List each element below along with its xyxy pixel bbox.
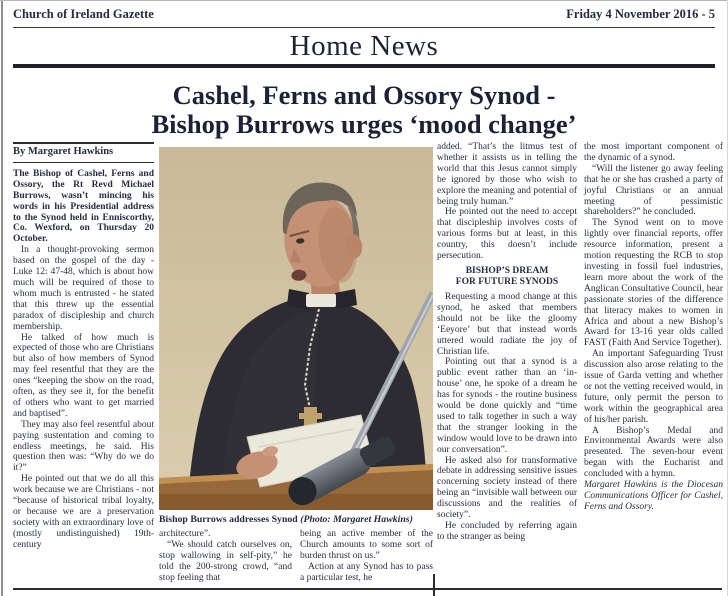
paragraph: They may also feel resentful about paying sustentation and coming to endless meetings, he said. His question then was: “Why do we do it?” bbox=[13, 419, 154, 474]
paragraph: An important Safeguarding Trust discussion also arose relating to the issue of Garda vetting and whether or not the vetting received would, in future, only permit the person to work within the geographical area of his/her parish. bbox=[584, 349, 723, 425]
article-headline bbox=[0, 81, 728, 139]
page-header bbox=[13, 7, 715, 22]
headline-line-1: Cashel, Ferns and Ossory Synod - bbox=[172, 80, 556, 110]
paragraph: He talked of how much is expected of those who are Christians but also of how members of Synod may feel resentful that they are the ones “keeping the show on the road, often, as they see it, for the benefit of others who want to get married and baptised”. bbox=[13, 332, 154, 419]
paragraph: added. “That’s the litmus test of whether it assists us in telling the world that this Jesus cannot simply be ignored by those who wish to explore the meaning and potential of being truly human.” bbox=[437, 142, 577, 207]
section-divider bbox=[13, 64, 715, 68]
photo-caption-text: Bishop Burrows addresses Synod bbox=[159, 514, 301, 525]
byline: By Margaret Hawkins bbox=[13, 142, 154, 163]
column-3 bbox=[437, 142, 577, 543]
lede-paragraph: The Bishop of Cashel, Ferns and Ossory, the Rt Revd Michael Burrows, wasn’t mincing his words in his Presidential address to the Synod held in Enniscorthy, Co. Wexford, on Thursday 20 October. bbox=[13, 168, 154, 245]
paragraph: The Synod went on to move lightly over financial reports, offer resource information, present a motion requesting the RCB to stop investing in fossil fuel industries, learn more about the work of the Anglican Consultative Council, hear passionate stories of the difference that literacy makes to women in Africa and about a new Bishop’s Award for 13-16 year olds called FAST (Faith And Service Together). bbox=[584, 218, 723, 349]
paragraph: Action at any Synod has to pass a particular test, he bbox=[300, 561, 433, 583]
under-photo-column-left bbox=[159, 529, 292, 584]
photo-caption bbox=[159, 514, 433, 526]
author-note: Margaret Hawkins is the Diocesan Communications Officer for Cashel, Ferns and Ossory. bbox=[584, 480, 723, 512]
photo-block bbox=[159, 147, 433, 584]
page-edge-top bbox=[0, 0, 728, 1]
bishop-photo-illustration bbox=[159, 147, 433, 510]
paragraph: He pointed out that we do all this work because we are Christians - not “because of historical tribal loyalty, or because we are a preservation society with an extraordinary love of (mostly undistinguished) 19th-century bbox=[13, 474, 154, 550]
issue-date: Friday 4 November 2016 - 5 bbox=[566, 7, 715, 21]
masthead: Church of Ireland Gazette bbox=[13, 7, 154, 21]
paragraph: “Will the listener go away feeling that he or she has crashed a party of joyful Christians or an annual meeting of pessimistic shareholders?” he concluded. bbox=[584, 163, 723, 218]
paragraph: In a thought-provoking sermon based on the gospel of the day - Luke 12: 47-48, which is about how much will be required of those to whom much is entrusted - he stated that this threw up the essential paradox of discipleship and church membership. bbox=[13, 245, 154, 332]
paragraph: “We should catch ourselves on, stop wallowing in self-pity,” he told the 200-strong crowd, “and stop feeling that bbox=[159, 539, 292, 583]
paragraph: He asked also for transformative debate in addressing sensitive issues concerning society instead of there being an “invisible wall between our discussions and the realities of society”. bbox=[437, 455, 577, 521]
paragraph: He concluded by referring again to the stranger as being bbox=[437, 521, 577, 542]
column-1 bbox=[13, 142, 154, 551]
paragraph: He pointed out the need to accept that discipleship involves costs of various forms but at least, in this country, this doesn’t include persecution. bbox=[437, 207, 577, 262]
subhead-line-1: BISHOP’S DREAM bbox=[465, 265, 549, 276]
paragraph: Requesting a mood change at this synod, he asked that members should not be like the gloomy ‘Eeyore’ but that instead words uttered would radiate the joy of Christian life. bbox=[437, 291, 577, 357]
bottom-divider bbox=[13, 588, 722, 590]
paragraph: the most important component of the dynamic of a synod. bbox=[584, 142, 723, 163]
subhead-line-2: FOR FUTURE SYNODS bbox=[455, 276, 559, 287]
section-title: Home News bbox=[289, 30, 439, 62]
under-photo-column-right bbox=[300, 529, 433, 584]
subhead bbox=[437, 266, 577, 288]
headline-line-2: Bishop Burrows urges ‘mood change’ bbox=[151, 109, 577, 139]
header-divider bbox=[13, 27, 715, 28]
column-4 bbox=[584, 142, 723, 513]
article-photo bbox=[159, 147, 433, 510]
paragraph: architecture”. bbox=[159, 529, 211, 539]
column-divider-tick bbox=[433, 574, 435, 596]
paragraph: being an active member of the Church amounts to some sort of burden thrust on us.” bbox=[300, 529, 433, 561]
under-photo-columns bbox=[159, 529, 433, 584]
paragraph: Pointing out that a synod is a public event rather than an ‘in-house’ one, he spoke of a dream he has for synods - the routine business would be done quickly and “time used to talk together in such a way that the stranger looking in the window would love to be drawn into our conversation”. bbox=[437, 357, 577, 455]
paragraph: A Bishop’s Medal and Environmental Awards were also presented. The seven-hour event began with the Eucharist and concluded with a hymn. bbox=[584, 425, 723, 480]
photo-credit: (Photo: Margaret Hawkins) bbox=[300, 514, 413, 525]
